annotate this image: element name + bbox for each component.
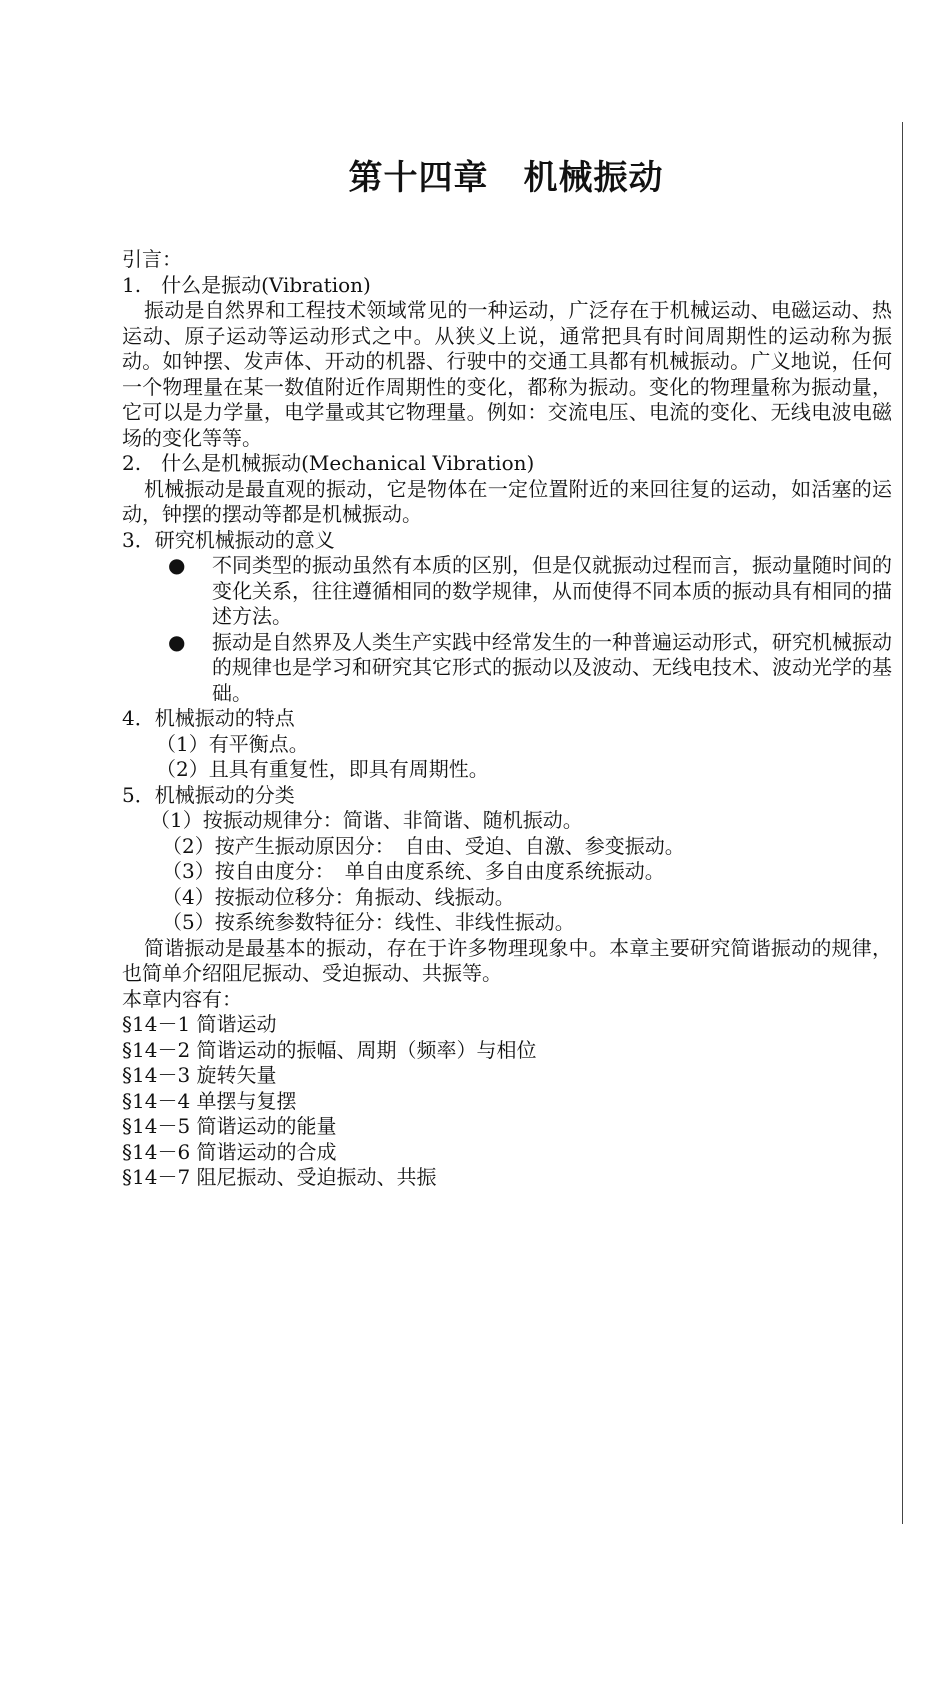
section1-heading: 1. 什么是振动(Vibration) <box>122 272 371 297</box>
bullet-icon: ● <box>168 629 186 654</box>
document-body <box>122 247 892 1191</box>
list-item: （5）按系统参数特征分：线性、非线性振动。 <box>162 910 575 934</box>
contents-item: §14－7 阻尼振动、受迫振动、共振 <box>122 1165 437 1189</box>
section5-heading: 5．机械振动的分类 <box>122 782 295 807</box>
bullet-text: 振动是自然界及人类生产实践中经常发生的一种普遍运动形式，研究机械振动的规律也是学习和研究其它形式的振动以及波动、无线电技术、波动光学的基础。 <box>212 629 892 705</box>
section2-heading: 2. 什么是机械振动(Mechanical Vibration) <box>122 451 535 475</box>
list-item: （1）按振动规律分：简谐、非简谐、随机振动。 <box>150 808 583 832</box>
chapter-summary: 简谐振动是最基本的振动，存在于许多物理现象中。本章主要研究简谐振动的规律，也简单介绍阻尼振动、受迫振动、共振等。 <box>122 935 892 985</box>
contents-label: 本章内容有： <box>122 986 242 1011</box>
list-item: （1）有平衡点。 <box>156 731 309 756</box>
section3-heading: 3．研究机械振动的意义 <box>122 527 335 552</box>
contents-item: §14－3 旋转矢量 <box>122 1063 277 1087</box>
page-margin-rule <box>902 122 903 1524</box>
chapter-title: 第十四章 机械振动 <box>348 158 664 198</box>
bullet-text: 不同类型的振动虽然有本质的区别，但是仅就振动过程而言，振动量随时间的变化关系，往往遵循相同的数学规律，从而使得不同本质的振动具有相同的描述方法。 <box>212 553 892 628</box>
list-item: （4）按振动位移分：角振动、线振动。 <box>162 884 515 909</box>
section1-body: 振动是自然界和工程技术领域常见的一种运动，广泛存在于机械运动、电磁运动、热运动、原子运动等运动形式之中。从狭义上说，通常把具有时间周期性的运动称为振动。如钟摆、发声体、开动的机器、行驶中的交通工具都有机械振动。广义地说，任何一个物理量在某一数值附近作周期性的变化，都称为振动。变化的物理量称为振动量，它可以是力学量，电学量或其它物理量。例如：交流电压、电流的变化、无线电波电磁场的变化等等。 <box>122 298 892 450</box>
section2-body: 机械振动是最直观的振动，它是物体在一定位置附近的来回往复的运动，如活塞的运动，钟摆的摆动等都是机械振动。 <box>122 476 892 526</box>
list-item <box>122 630 892 707</box>
list-item: （3）按自由度分： 单自由度系统、多自由度系统振动。 <box>162 859 665 883</box>
section3-bullets <box>122 553 892 706</box>
list-item: （2）且具有重复性，即具有周期性。 <box>156 757 489 781</box>
contents-item: §14－2 简谐运动的振幅、周期（频率）与相位 <box>122 1037 537 1062</box>
contents-item: §14－1 简谐运动 <box>122 1012 277 1036</box>
bullet-icon: ● <box>168 553 186 577</box>
section4-heading: 4．机械振动的特点 <box>122 706 295 730</box>
list-item: （2）按产生振动原因分： 自由、受迫、自激、参变振动。 <box>162 833 685 858</box>
contents-item: §14－5 简谐运动的能量 <box>122 1114 337 1138</box>
intro-label: 引言： <box>122 247 182 271</box>
contents-item: §14－4 单摆与复摆 <box>122 1088 297 1113</box>
contents-item: §14－6 简谐运动的合成 <box>122 1139 337 1164</box>
list-item <box>122 553 892 630</box>
